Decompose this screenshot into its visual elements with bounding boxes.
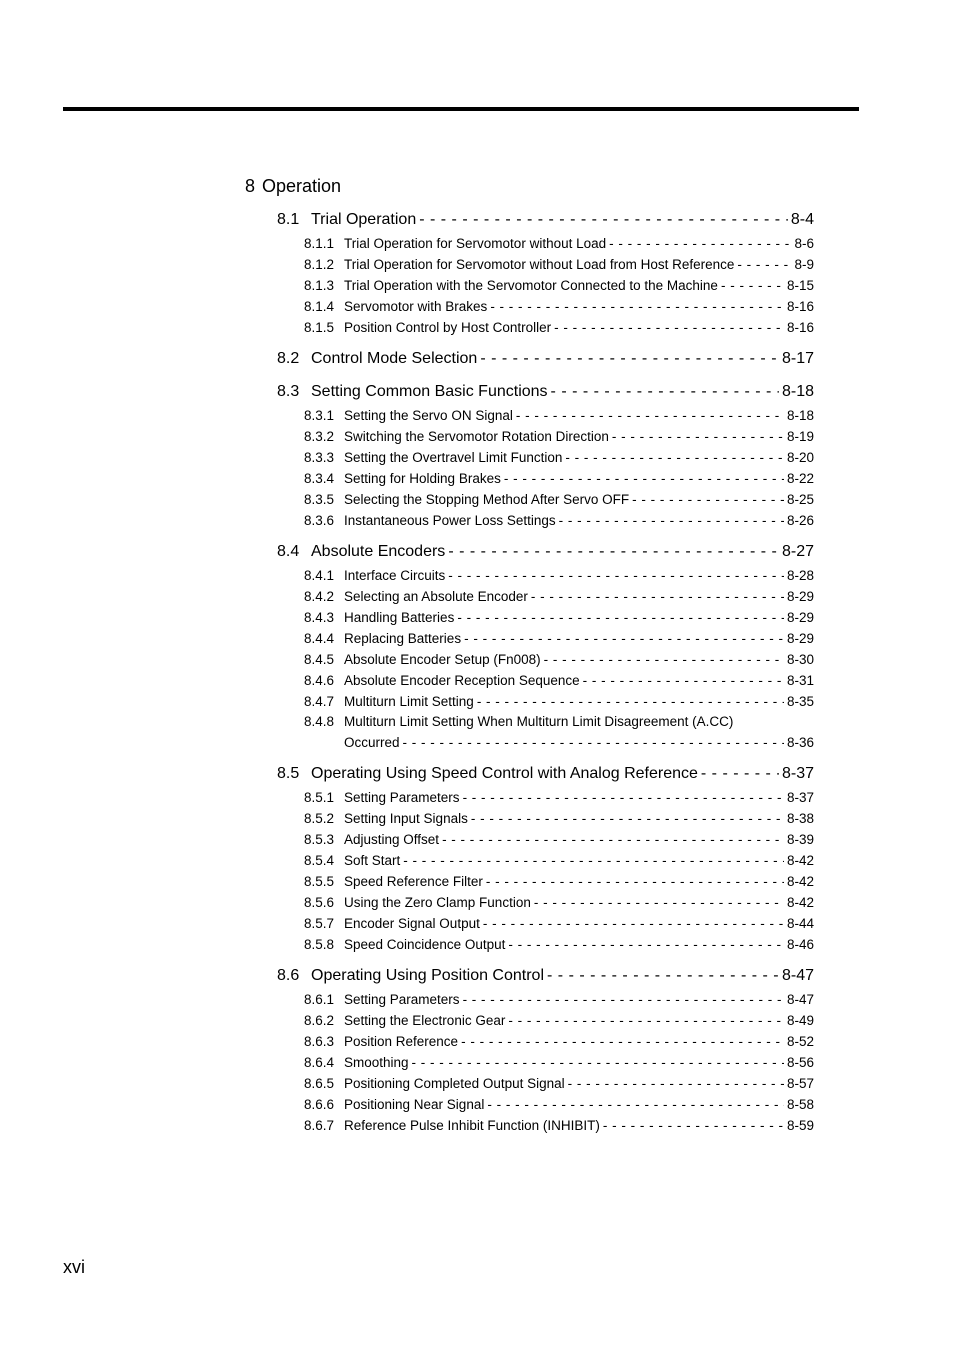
subsection-title: Selecting the Stopping Method After Servo OFF xyxy=(344,492,630,507)
subsection-page: 8-42 xyxy=(786,853,814,868)
toc-entry-8-6-5[interactable] xyxy=(304,1073,814,1094)
subsection-number: 8.3.6 xyxy=(304,513,335,528)
subsection-title: Setting Input Signals xyxy=(344,811,468,826)
subsection-title: Soft Start xyxy=(344,853,401,868)
subsection-page: 8-36 xyxy=(786,735,814,750)
subsection-page: 8-29 xyxy=(786,631,814,646)
toc-entry-8-5-5[interactable] xyxy=(304,871,814,892)
subsection-page: 8-39 xyxy=(786,832,814,847)
section-page: 8-4 xyxy=(790,211,814,228)
subsection-label xyxy=(304,787,460,808)
subsection-title: Setting Parameters xyxy=(344,790,460,805)
subsection-title: Switching the Servomotor Rotation Direction xyxy=(344,429,609,444)
subsection-label xyxy=(304,426,609,447)
header-rule xyxy=(63,107,859,111)
section-number: 8.3 xyxy=(277,383,300,400)
subsection-title: Multiturn Limit Setting When Multiturn Limit Disagreement (A.CC) xyxy=(344,714,734,729)
subsection-page: 8-38 xyxy=(786,811,814,826)
toc-entry-8-4[interactable] xyxy=(277,540,814,564)
subsection-title: Absolute Encoder Setup (Fn008) xyxy=(344,652,541,667)
toc-entry-8-1-4[interactable] xyxy=(304,296,814,317)
toc-entry-8-1-3[interactable] xyxy=(304,275,814,296)
toc-entry-8-5-7[interactable] xyxy=(304,913,814,934)
dot-leader xyxy=(400,732,784,753)
dot-leader xyxy=(513,405,784,426)
subsection-list xyxy=(304,989,814,1136)
toc-entry-8-4-3[interactable] xyxy=(304,607,814,628)
subsection-page: 8-49 xyxy=(786,1013,814,1028)
dot-leader xyxy=(400,850,784,871)
subsection-number: 8.1.2 xyxy=(304,257,335,272)
section-number: 8.6 xyxy=(277,967,300,984)
subsection-label xyxy=(304,510,556,531)
subsection-label xyxy=(304,1115,600,1136)
section-title: Setting Common Basic Functions xyxy=(311,383,548,400)
subsection-number: 8.4.4 xyxy=(304,631,335,646)
section-page: 8-47 xyxy=(781,967,814,984)
subsection-label xyxy=(304,691,474,712)
subsection-number: 8.6.5 xyxy=(304,1076,335,1091)
toc-entry-8-3-6[interactable] xyxy=(304,510,814,531)
toc-entry-8-4-8[interactable] xyxy=(304,712,814,732)
toc-section xyxy=(277,964,814,1136)
section-title: Trial Operation xyxy=(311,211,417,228)
toc-entry-8-6-1[interactable] xyxy=(304,989,814,1010)
toc-entry-8-3-3[interactable] xyxy=(304,447,814,468)
subsection-page: 8-29 xyxy=(786,589,814,604)
dot-leader xyxy=(484,1094,784,1115)
subsection-number: 8.5.7 xyxy=(304,916,335,931)
subsection-page: 8-16 xyxy=(786,299,814,314)
toc-section xyxy=(277,380,814,531)
subsection-label xyxy=(304,1031,458,1052)
subsection-label xyxy=(304,1073,565,1094)
toc-section xyxy=(277,762,814,955)
dot-leader xyxy=(454,607,784,628)
subsection-page: 8-20 xyxy=(786,450,814,465)
subsection-label xyxy=(304,607,454,628)
subsection-title: Position Reference xyxy=(344,1034,459,1049)
toc-entry-8-3-5[interactable] xyxy=(304,489,814,510)
subsection-label xyxy=(304,565,445,586)
dot-leader xyxy=(698,762,779,786)
dot-leader xyxy=(600,1115,784,1136)
section-label xyxy=(277,208,416,232)
subsection-page: 8-52 xyxy=(786,1034,814,1049)
toc-entry-8-4-2[interactable] xyxy=(304,586,814,607)
section-page: 8-18 xyxy=(781,383,814,400)
toc-section xyxy=(277,540,814,753)
toc-entry-8-4-5[interactable] xyxy=(304,649,814,670)
subsection-title: Interface Circuits xyxy=(344,568,446,583)
dot-leader xyxy=(580,670,784,691)
subsection-label xyxy=(304,405,513,426)
subsection-page: 8-31 xyxy=(786,673,814,688)
subsection-page: 8-15 xyxy=(786,278,814,293)
section-title: Absolute Encoders xyxy=(311,543,446,560)
subsection-label xyxy=(304,254,734,275)
subsection-title: Speed Reference Filter xyxy=(344,874,483,889)
section-page: 8-27 xyxy=(781,543,814,560)
dot-leader xyxy=(718,275,784,296)
subsection-page: 8-18 xyxy=(786,408,814,423)
subsection-number: 8.5.5 xyxy=(304,874,335,889)
subsection-page: 8-26 xyxy=(786,513,814,528)
section-title: Control Mode Selection xyxy=(311,350,478,367)
subsection-label xyxy=(304,628,461,649)
subsection-title: Replacing Batteries xyxy=(344,631,462,646)
dot-leader xyxy=(468,808,784,829)
subsection-label xyxy=(304,1094,484,1115)
section-label xyxy=(277,540,445,564)
subsection-label xyxy=(304,871,483,892)
toc-entry-8-3-2[interactable] xyxy=(304,426,814,447)
dot-leader xyxy=(409,1052,784,1073)
toc-entry-8-6-4[interactable] xyxy=(304,1052,814,1073)
dot-leader xyxy=(606,233,791,254)
subsection-number: 8.5.2 xyxy=(304,811,335,826)
dot-leader xyxy=(439,829,784,850)
subsection-page: 8-28 xyxy=(786,568,814,583)
subsection-page: 8-25 xyxy=(786,492,814,507)
subsection-page: 8-57 xyxy=(786,1076,814,1091)
toc-entry-8-6-6[interactable] xyxy=(304,1094,814,1115)
subsection-title: Setting Parameters xyxy=(344,992,460,1007)
dot-leader xyxy=(477,347,779,371)
subsection-number: 8.1.4 xyxy=(304,299,335,314)
subsection-title: Trial Operation for Servomotor without Load xyxy=(344,236,607,251)
dot-leader xyxy=(487,296,784,317)
subsection-title: Positioning Completed Output Signal xyxy=(344,1076,565,1091)
dot-leader xyxy=(480,913,784,934)
subsection-title: Encoder Signal Output xyxy=(344,916,480,931)
subsection-number: 8.3.1 xyxy=(304,408,335,423)
section-label xyxy=(277,347,477,371)
subsection-label xyxy=(304,586,528,607)
section-number: 8.1 xyxy=(277,211,300,228)
subsection-page: 8-56 xyxy=(786,1055,814,1070)
subsection-title: Servomotor with Brakes xyxy=(344,299,488,314)
toc-entry-8-4-7[interactable] xyxy=(304,691,814,712)
subsection-list xyxy=(304,565,814,753)
section-label xyxy=(277,762,698,786)
subsection-number: 8.5.6 xyxy=(304,895,335,910)
dot-leader xyxy=(505,1010,784,1031)
subsection-title: Instantaneous Power Loss Settings xyxy=(344,513,556,528)
dot-leader xyxy=(445,540,779,564)
subsection-page: 8-47 xyxy=(786,992,814,1007)
subsection-label xyxy=(304,468,501,489)
toc-entry-8-6-7[interactable] xyxy=(304,1115,814,1136)
subsection-label xyxy=(304,317,551,338)
toc-entry-8-6-2[interactable] xyxy=(304,1010,814,1031)
toc-entry-8-5-1[interactable] xyxy=(304,787,814,808)
subsection-number: 8.3.5 xyxy=(304,492,335,507)
subsection-page: 8-6 xyxy=(794,236,814,251)
subsection-number: 8.3.3 xyxy=(304,450,335,465)
subsection-page: 8-9 xyxy=(794,257,814,272)
subsection-title: Selecting an Absolute Encoder xyxy=(344,589,528,604)
subsection-label xyxy=(304,934,505,955)
section-label xyxy=(277,964,544,988)
subsection-number: 8.5.8 xyxy=(304,937,335,952)
subsection-title: Speed Coincidence Output xyxy=(344,937,506,952)
subsection-label xyxy=(304,850,400,871)
subsection-page: 8-29 xyxy=(786,610,814,625)
toc-entry-8-4-8-continued[interactable] xyxy=(304,732,814,753)
subsection-title: Adjusting Offset xyxy=(344,832,440,847)
dot-leader xyxy=(460,989,784,1010)
dot-leader xyxy=(458,1031,784,1052)
dot-leader xyxy=(474,691,784,712)
subsection-number: 8.3.2 xyxy=(304,429,335,444)
dot-leader xyxy=(460,787,784,808)
section-label xyxy=(277,380,548,404)
dot-leader xyxy=(562,447,784,468)
toc-entry-8-6-3[interactable] xyxy=(304,1031,814,1052)
subsection-title: Multiturn Limit Setting xyxy=(344,694,474,709)
subsection-number: 8.6.4 xyxy=(304,1055,335,1070)
toc-entry-8-1-5[interactable] xyxy=(304,317,814,338)
subsection-label xyxy=(304,649,541,670)
dot-leader xyxy=(483,871,784,892)
dot-leader xyxy=(556,510,784,531)
toc-entry-8-1[interactable] xyxy=(277,208,814,232)
subsection-label xyxy=(304,296,487,317)
section-number: 8.4 xyxy=(277,543,300,560)
dot-leader xyxy=(609,426,784,447)
toc-entry-8-4-1[interactable] xyxy=(304,565,814,586)
subsection-page: 8-58 xyxy=(786,1097,814,1112)
dot-leader xyxy=(528,586,784,607)
subsection-title: Positioning Near Signal xyxy=(344,1097,485,1112)
dot-leader xyxy=(565,1073,784,1094)
section-page: 8-37 xyxy=(781,765,814,782)
dot-leader xyxy=(505,934,784,955)
toc-section xyxy=(277,347,814,371)
subsection-title: Setting the Overtravel Limit Function xyxy=(344,450,563,465)
subsection-title-continued: Occurred xyxy=(344,735,400,750)
dot-leader xyxy=(544,964,779,988)
subsection-label xyxy=(304,892,531,913)
subsection-list xyxy=(304,233,814,338)
section-title: Operating Using Position Control xyxy=(311,967,545,984)
subsection-number: 8.5.4 xyxy=(304,853,335,868)
table-of-contents xyxy=(277,208,814,1145)
dot-leader xyxy=(501,468,784,489)
subsection-page: 8-30 xyxy=(786,652,814,667)
section-number: 8.5 xyxy=(277,765,300,782)
subsection-page: 8-22 xyxy=(786,471,814,486)
subsection-title: Using the Zero Clamp Function xyxy=(344,895,531,910)
subsection-number: 8.6.6 xyxy=(304,1097,335,1112)
subsection-label xyxy=(304,447,562,468)
subsection-title: Setting the Electronic Gear xyxy=(344,1013,506,1028)
subsection-number: 8.4.2 xyxy=(304,589,335,604)
subsection-number: 8.4.7 xyxy=(304,694,335,709)
dot-leader xyxy=(461,628,784,649)
subsection-page: 8-19 xyxy=(786,429,814,444)
subsection-number: 8.6.3 xyxy=(304,1034,335,1049)
subsection-title: Absolute Encoder Reception Sequence xyxy=(344,673,580,688)
subsection-page: 8-44 xyxy=(786,916,814,931)
toc-entry-8-3[interactable] xyxy=(277,380,814,404)
subsection-label xyxy=(304,1010,505,1031)
toc-entry-8-1-2[interactable] xyxy=(304,254,814,275)
page-number: xvi xyxy=(63,1257,85,1277)
subsection-number: 8.4.1 xyxy=(304,568,335,583)
toc-entry-8-5-8[interactable] xyxy=(304,934,814,955)
subsection-number: 8.3.4 xyxy=(304,471,335,486)
subsection-label xyxy=(304,233,606,254)
toc-entry-8-1-1[interactable] xyxy=(304,233,814,254)
subsection-title: Reference Pulse Inhibit Function (INHIBIT) xyxy=(344,1118,600,1133)
subsection-page: 8-35 xyxy=(786,694,814,709)
subsection-page: 8-42 xyxy=(786,874,814,889)
toc-entry-8-2[interactable] xyxy=(277,347,814,371)
toc-entry-8-5-4[interactable] xyxy=(304,850,814,871)
subsection-list xyxy=(304,405,814,531)
toc-entry-8-5-3[interactable] xyxy=(304,829,814,850)
toc-entry-8-3-4[interactable] xyxy=(304,468,814,489)
subsection-label xyxy=(304,489,629,510)
subsection-title: Handling Batteries xyxy=(344,610,455,625)
subsection-label xyxy=(304,275,718,296)
subsection-number: 8.4.6 xyxy=(304,673,335,688)
subsection-page: 8-46 xyxy=(786,937,814,952)
section-title: Operating Using Speed Control with Analog Reference xyxy=(311,765,698,782)
section-page: 8-17 xyxy=(781,350,814,367)
subsection-number: 8.6.7 xyxy=(304,1118,335,1133)
subsection-number: 8.5.3 xyxy=(304,832,335,847)
dot-leader xyxy=(541,649,784,670)
subsection-number: 8.1.3 xyxy=(304,278,335,293)
dot-leader xyxy=(548,380,779,404)
subsection-title: Trial Operation with the Servomotor Connected to the Machine xyxy=(344,278,718,293)
section-number: 8.2 xyxy=(277,350,300,367)
dot-leader xyxy=(531,892,784,913)
subsection-title: Setting the Servo ON Signal xyxy=(344,408,513,423)
chapter-title: Operation xyxy=(262,176,342,196)
chapter-heading xyxy=(245,175,341,197)
dot-leader xyxy=(629,489,784,510)
subsection-label xyxy=(304,989,460,1010)
subsection-title: Position Control by Host Controller xyxy=(344,320,552,335)
toc-section xyxy=(277,208,814,338)
toc-entry-8-4-6[interactable] xyxy=(304,670,814,691)
subsection-title: Smoothing xyxy=(344,1055,409,1070)
subsection-label xyxy=(304,808,468,829)
dot-leader xyxy=(734,254,791,275)
toc-entry-8-6[interactable] xyxy=(277,964,814,988)
subsection-number: 8.4.8 xyxy=(304,714,335,729)
toc-entry-8-4-4[interactable] xyxy=(304,628,814,649)
subsection-list xyxy=(304,787,814,955)
subsection-page: 8-59 xyxy=(786,1118,814,1133)
subsection-number: 8.5.1 xyxy=(304,790,335,805)
dot-leader xyxy=(445,565,784,586)
subsection-page: 8-42 xyxy=(786,895,814,910)
toc-entry-8-5-6[interactable] xyxy=(304,892,814,913)
subsection-number: 8.6.1 xyxy=(304,992,335,1007)
toc-entry-8-5-2[interactable] xyxy=(304,808,814,829)
subsection-number: 8.6.2 xyxy=(304,1013,335,1028)
subsection-number: 8.1.1 xyxy=(304,236,335,251)
subsection-label xyxy=(304,1052,409,1073)
dot-leader xyxy=(551,317,784,338)
subsection-number: 8.4.5 xyxy=(304,652,335,667)
subsection-number: 8.1.5 xyxy=(304,320,335,335)
subsection-title: Setting for Holding Brakes xyxy=(344,471,501,486)
subsection-page: 8-16 xyxy=(786,320,814,335)
subsection-label xyxy=(304,913,480,934)
subsection-page: 8-37 xyxy=(786,790,814,805)
subsection-title: Trial Operation for Servomotor without Load from Host Reference xyxy=(344,257,735,272)
dot-leader xyxy=(416,208,788,232)
subsection-number: 8.4.3 xyxy=(304,610,335,625)
chapter-number: 8 xyxy=(245,176,256,196)
toc-entry-8-3-1[interactable] xyxy=(304,405,814,426)
toc-entry-8-5[interactable] xyxy=(277,762,814,786)
subsection-label xyxy=(304,829,439,850)
subsection-label xyxy=(304,670,580,691)
